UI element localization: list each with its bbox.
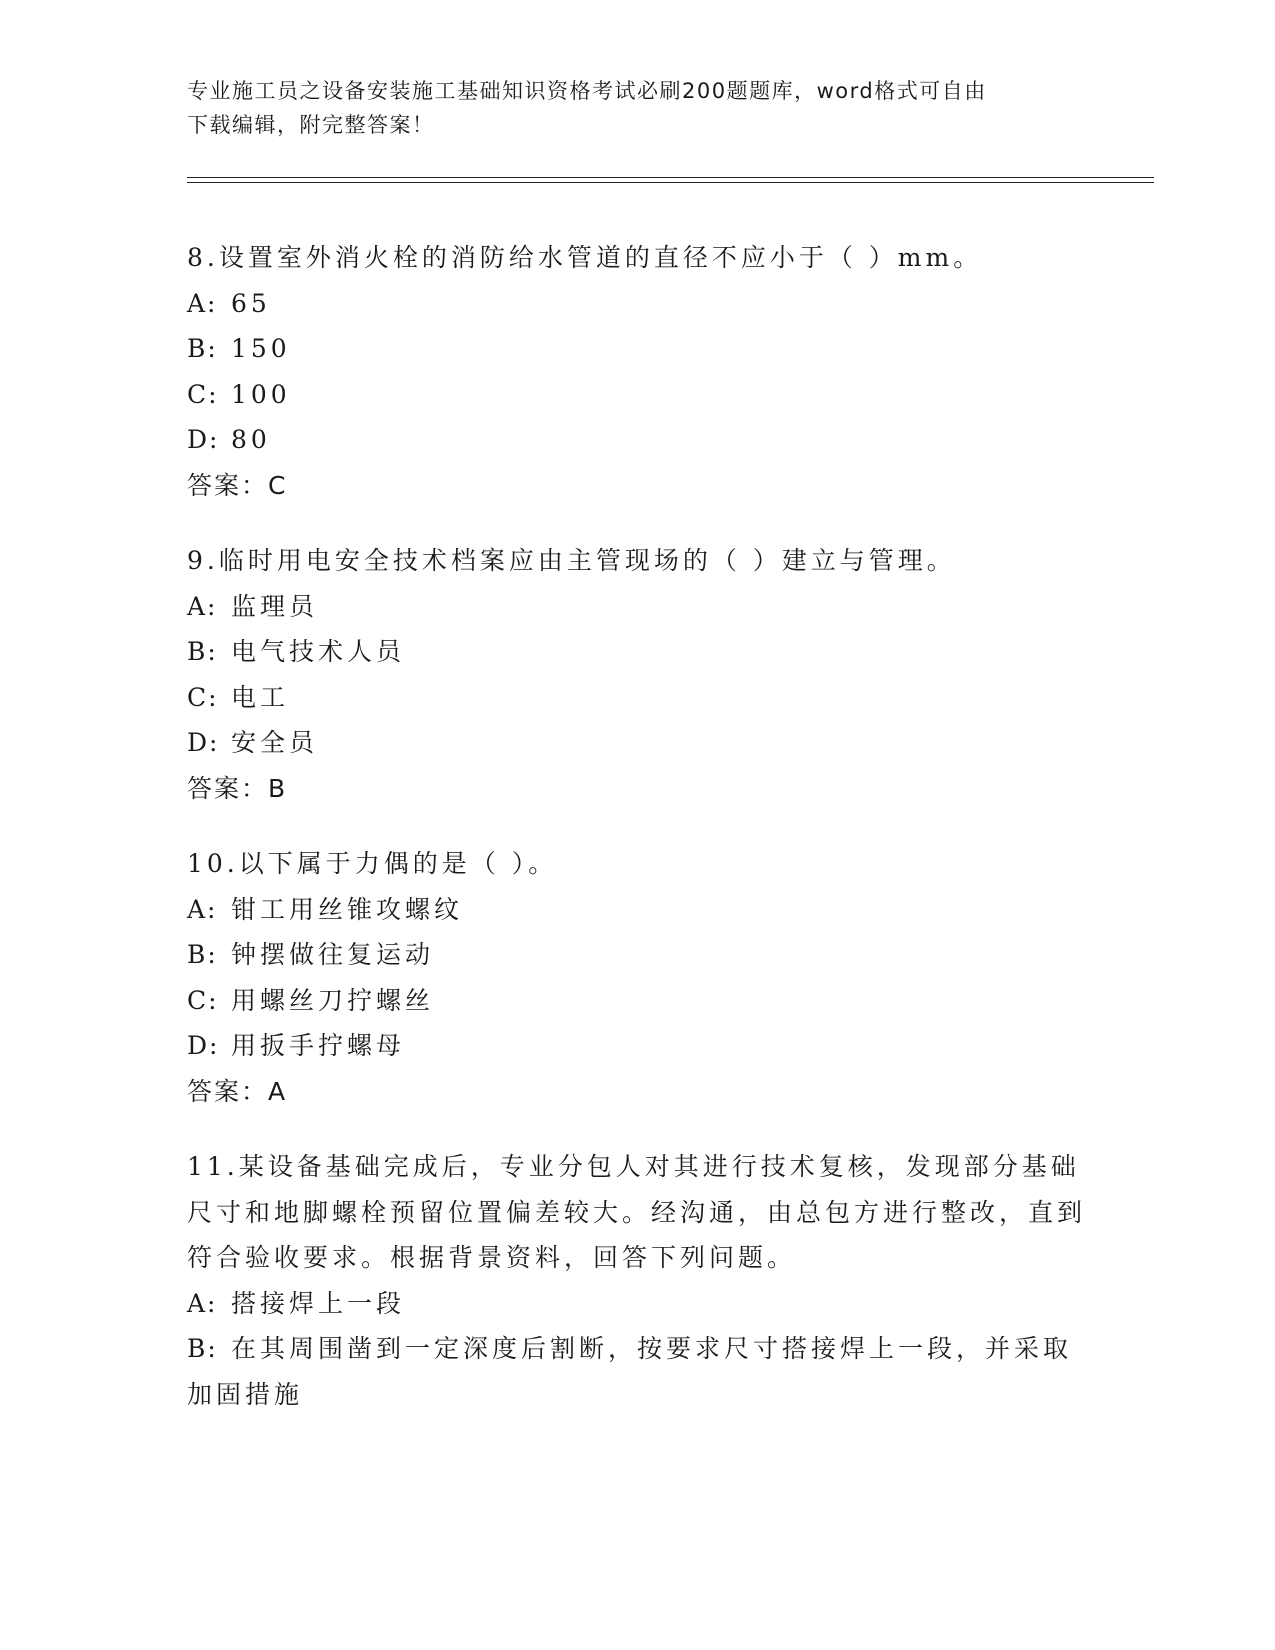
- question-11: [187, 1144, 1087, 1417]
- question-stem: 10.以下属于力偶的是（ ）。: [187, 849, 558, 878]
- option-a: [187, 1281, 1087, 1327]
- document-header: [187, 74, 1067, 142]
- option-text: 80: [231, 425, 271, 454]
- option-a: [187, 887, 1087, 933]
- option-label: B:: [187, 637, 218, 666]
- option-text: 搭接焊上一段: [231, 1288, 406, 1318]
- option-text: 监理员: [231, 591, 319, 621]
- question-9: [187, 538, 1087, 811]
- option-label: C:: [187, 379, 219, 409]
- option-text: 电工: [231, 682, 290, 712]
- option-label: D:: [187, 728, 220, 757]
- option-text: 在其周围凿到一定深度后割断，按要求尺寸搭接焊上一段，并采取加固措施: [187, 1334, 1073, 1409]
- option-c: [187, 978, 1087, 1024]
- question-list: [187, 235, 1087, 1447]
- option-text: 钳工用丝锥攻螺纹: [231, 894, 464, 924]
- option-label: C:: [187, 985, 219, 1015]
- option-text: 150: [231, 334, 291, 363]
- option-label: A:: [187, 1288, 218, 1318]
- option-c: [187, 372, 1087, 418]
- option-label: A:: [187, 288, 218, 318]
- option-label: A:: [187, 591, 218, 621]
- answer: 答案：B: [187, 773, 288, 803]
- answer: 答案：C: [187, 470, 288, 500]
- option-text: 钟摆做往复运动: [231, 940, 435, 969]
- option-d: [187, 1023, 1087, 1069]
- option-c: [187, 675, 1087, 721]
- option-label: B:: [187, 940, 218, 969]
- question-stem: 9.临时用电安全技术档案应由主管现场的（ ）建立与管理。: [187, 546, 956, 575]
- option-b: [187, 932, 1087, 978]
- option-d: [187, 720, 1087, 766]
- option-b: [187, 326, 1087, 372]
- answer: 答案：A: [187, 1076, 288, 1106]
- question-8: [187, 235, 1087, 508]
- option-text: 用扳手拧螺母: [231, 1031, 406, 1060]
- option-d: [187, 417, 1087, 463]
- header-line-2: 下载编辑，附完整答案！: [187, 113, 435, 137]
- header-divider-bottom: [187, 182, 1154, 183]
- option-label: D:: [187, 1031, 220, 1060]
- option-label: D:: [187, 425, 220, 454]
- question-stem: 8.设置室外消火栓的消防给水管道的直径不应小于（ ）mm。: [187, 243, 983, 272]
- option-b: [187, 1326, 1087, 1417]
- option-a: [187, 584, 1087, 630]
- header-divider-top: [187, 177, 1154, 178]
- question-stem: 11.某设备基础完成后，专业分包人对其进行技术复核，发现部分基础尺寸和地脚螺栓预留位置偏差较大。经沟通，由总包方进行整改，直到符合验收要求。根据背景资料，回答下列问题。: [187, 1152, 1087, 1272]
- option-text: 电气技术人员: [231, 637, 406, 666]
- option-label: B:: [187, 334, 218, 363]
- option-a: [187, 281, 1087, 327]
- option-text: 用螺丝刀拧螺丝: [231, 985, 435, 1015]
- option-text: 安全员: [231, 728, 319, 757]
- option-text: 65: [231, 288, 271, 318]
- header-line-1: 专业施工员之设备安装施工基础知识资格考试必刷200题题库，word格式可自由: [187, 79, 987, 103]
- option-text: 100: [231, 379, 291, 409]
- option-b: [187, 629, 1087, 675]
- option-label: A:: [187, 894, 218, 924]
- option-label: B:: [187, 1334, 218, 1363]
- question-10: [187, 841, 1087, 1114]
- option-label: C:: [187, 682, 219, 712]
